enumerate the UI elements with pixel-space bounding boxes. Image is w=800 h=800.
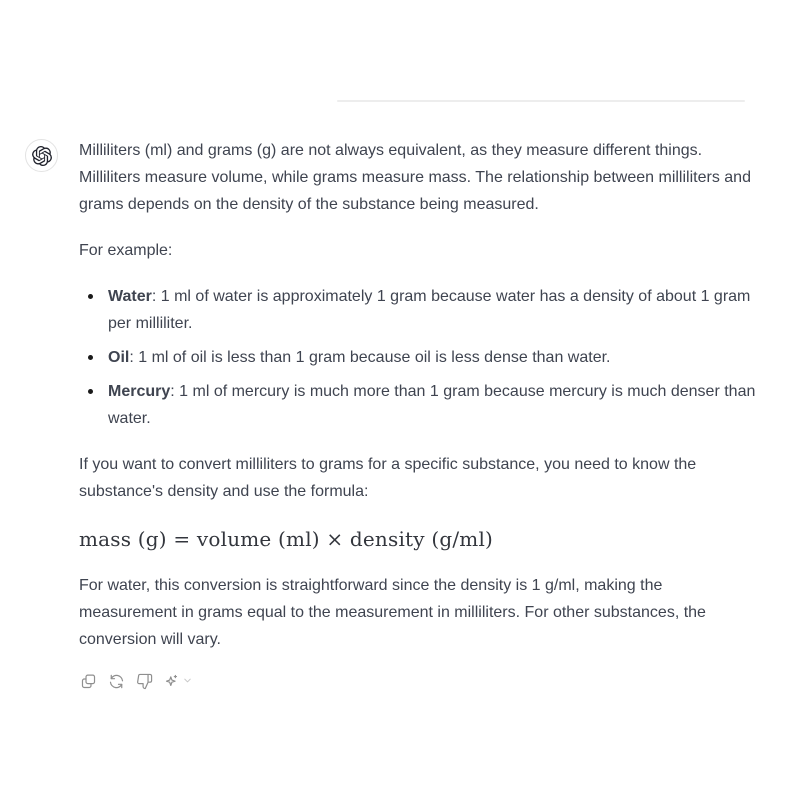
paragraph-intro: Milliliters (ml) and grams (g) are not always equivalent, as they measure different things. Milliliters measure volume, while grams measure mass. The relationship between milliliters and grams depends on the density of the substance being measured. xyxy=(79,142,751,213)
thumbs-down-button[interactable] xyxy=(135,672,153,690)
list-text: : 1 ml of water is approximately 1 gram because water has a density of about 1 gram per milliliter. xyxy=(108,288,751,332)
example-list xyxy=(79,283,761,432)
list-text: : 1 ml of mercury is much more than 1 gram because mercury is much denser than water. xyxy=(108,383,756,427)
avatar xyxy=(25,139,58,172)
regenerate-icon xyxy=(108,673,125,690)
model-switch-button[interactable] xyxy=(163,672,193,690)
math-formula: mass (g) = volume (ml) × density (g/ml) xyxy=(79,527,494,551)
sparkle-icon xyxy=(163,673,180,690)
chevron-down-icon xyxy=(182,674,193,689)
copy-button[interactable] xyxy=(79,672,97,690)
for-example-label: For example: xyxy=(79,242,173,259)
message-divider xyxy=(337,100,745,102)
assistant-message xyxy=(25,137,761,690)
list-term: Mercury xyxy=(108,383,171,400)
paragraph-convert: If you want to convert milliliters to grams for a specific substance, you need to know the substance's density and use the formula: xyxy=(79,456,697,500)
list-term: Water xyxy=(108,288,152,305)
list-text: : 1 ml of oil is less than 1 gram because oil is less dense than water. xyxy=(129,349,611,366)
paragraph-water-note: For water, this conversion is straightforward since the density is 1 g/ml, making the measurement in grams equal to the measurement in milliliters. For other substances, the conversion will vary. xyxy=(79,577,706,648)
thumbs-down-icon xyxy=(136,673,153,690)
regenerate-button[interactable] xyxy=(107,672,125,690)
openai-logo-icon xyxy=(32,146,52,166)
copy-icon xyxy=(80,673,97,690)
list-item-water xyxy=(79,283,761,337)
list-term: Oil xyxy=(108,349,130,366)
list-item-oil xyxy=(79,344,761,371)
list-item-mercury xyxy=(79,378,761,432)
message-content xyxy=(79,137,761,690)
message-action-bar xyxy=(79,672,761,690)
